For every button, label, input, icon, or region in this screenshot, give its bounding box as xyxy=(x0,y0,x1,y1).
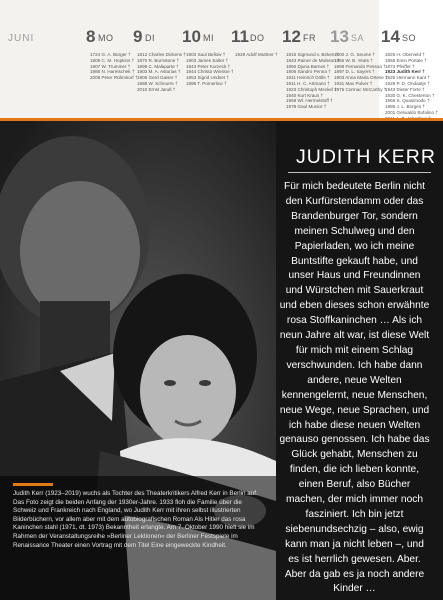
day-name: SA xyxy=(351,33,365,43)
birth-entry: 1800 J. G. Seume † xyxy=(334,52,375,57)
title-divider xyxy=(288,172,431,173)
birth-entry: 2008 Peter Rühmkorf † xyxy=(90,75,138,81)
day-number: 12 xyxy=(282,27,301,46)
birth-entry: 2010 Ernst Jandl † xyxy=(137,86,176,92)
day-name: FR xyxy=(303,33,316,43)
birth-entry: 1897 D. L. Sayers † xyxy=(334,69,375,75)
birth-entry: 1926 Hermann Kant † xyxy=(385,75,430,81)
birth-entry: 1855 Emin Portale † xyxy=(385,57,427,63)
birth-entry: 1903 M. A. Asturias † xyxy=(137,69,181,75)
birth-entry: 1850 Djuna Barnes † xyxy=(286,63,330,69)
birth-entry: 1888 Fernando Pessoa † xyxy=(334,63,386,69)
birth-entry: 1812 Charles Dickens † xyxy=(137,52,186,57)
birth-list xyxy=(385,52,443,122)
day-name: MI xyxy=(203,33,214,43)
day-number: 11 xyxy=(231,27,249,46)
birth-list xyxy=(334,52,392,93)
birth-entry: 2001 Gesualdo Bufalino † xyxy=(385,109,438,115)
day-number: 14 xyxy=(381,27,400,46)
day-number: 9 xyxy=(133,27,143,46)
birth-entry: 1985 N. Haretschek † xyxy=(90,69,135,75)
birth-entry: 1986 J. L. Borges † xyxy=(385,104,425,110)
photo-caption: Judith Kerr (1923–2019) wuchs als Tochter des Theaterkritikers Alfred Kerr in Berlin auf. Das Foto zeigt die beiden Anfang der 1930er-Jahre. 1933 floh die Familie über die Schweiz und Frankreich nach England, wo Judith Kerr mit ihren selbst illustrierten Bilderbüchern, vor allem aber mit dem autobiografischen Roman Als Hitler das rosa Kaninchen stahl (1971, dt. 1973) Bekanntheit erlangte. Am 7. Oktober 1990 hielt sie im Rahmen der Veranstaltungsreihe »Berliner Lektionen« der Berliner Festspiele im Renaissance Theater einen Vortrag mit dem Titel Eine eingeweckte Kindheit. xyxy=(13,490,258,549)
birth-entry: 1903 Saul Bellow † xyxy=(186,52,226,57)
birth-entry: 1943 Dieter Forte † xyxy=(385,86,425,92)
birth-entry: 1906 Sandro Penna † xyxy=(286,69,331,75)
birth-entry: 1968 S. Quasimodo † xyxy=(385,98,430,104)
birth-entry: 1911 Heinrich Dölle † xyxy=(286,75,330,81)
birth-entry: 1930 G. K. Chesterton † xyxy=(385,92,435,98)
birth-entry: 1874 Pfeiffer † xyxy=(385,63,415,69)
birth-entry: 1988 W. Schnurre † xyxy=(137,80,178,86)
day-name: MO xyxy=(98,33,114,43)
birth-entry: 1929 Adolf Muttner † xyxy=(235,52,278,57)
birth-list xyxy=(235,52,293,58)
birth-entry: 1931 Max Pulver † xyxy=(334,80,373,86)
birth-entry: 1940 Kurt Kraus † xyxy=(286,92,324,98)
birth-entry: 1996 T. Pomerlow † xyxy=(186,80,227,86)
day-number: 8 xyxy=(86,27,96,46)
birth-entry: 1978 Gaul Munior † xyxy=(286,104,327,110)
birth-entry: 1865 W. B. Yeats † xyxy=(334,57,373,63)
birth-entry: 1843 Rainer de Moisson † xyxy=(286,57,340,63)
birth-entry: 1903 James Salter † xyxy=(186,57,229,63)
month-label: JUNI xyxy=(8,33,35,44)
birth-entry: 1929 P. D. Ondaatje † xyxy=(385,80,430,86)
caption-accent xyxy=(13,483,53,486)
quote-text: Für mich bedeutete Berlin nicht den Kurfürstendamm oder das Brandenburger Tor, sondern meinen Schulweg und den Papierladen, wo ich meine Buntstifte gekauft habe, und unser Haus und Freundinnen und Würstchen mit Sauerkraut und eben dieses schon erwähnte rosa Stoffkaninchen … Als ich neun Jahre alt war, ist diese Welt für mich mit einem Schlag verschwunden. Ich habe dann andere, neue Welten kennengelernt, neue Menschen, neue Wege, neue Sprachen, und ich habe diese neuen Welten genauso genossen. Ich habe das Glück gehabt, Menschen zu finden, die ich lieben konnte, einen Beruf, also Bücher machen, der mich immer noch fasziniert. Ich bin jetzt siebenundsechzig – also, ewig kann man ja nicht leben –, und es ist herrlich gewesen. Aber. Aber da gab es ja noch andere Kinder … xyxy=(279,181,430,595)
birth-entry: 1907 W. Trummer † xyxy=(90,63,131,69)
birth-entry: 1969 Wl. Hermelstoff † xyxy=(286,98,333,104)
day-name: SO xyxy=(402,33,417,43)
birth-entry: 1809 C. M. Hopkins † xyxy=(90,57,135,63)
day-number: 10 xyxy=(182,27,201,46)
birth-entry: 1923 Christoph Meckel † xyxy=(286,86,337,92)
article-title: JUDITH KERR xyxy=(296,146,436,168)
birth-entry: 1975 Cormac McCarthy † xyxy=(334,86,387,92)
birth-entry: 1903 Anna Maria Ortese † xyxy=(334,75,388,81)
birth-entry: 1870 R. Burnstone † xyxy=(137,57,180,63)
birth-entry: 1724 G. A. Bürger † xyxy=(90,52,131,57)
birth-entry: 1953 Sigrid Undset † xyxy=(186,75,229,81)
birth-entry: 1944 Christa Winsloe † xyxy=(186,69,234,75)
day-number: 13 xyxy=(330,27,349,46)
birth-entry-highlighted: 1923 Judith Kerr † xyxy=(385,69,425,75)
birth-entry: 1816 Sigmund v. Birken † xyxy=(286,52,339,57)
birth-entry: 1911 H. C. Artmann † xyxy=(286,80,330,86)
birth-entry: 1826 H. Oberveld † xyxy=(385,52,425,57)
day-name: DO xyxy=(250,33,265,43)
birth-entry: 1905 Gerd Gaiser † xyxy=(137,75,178,81)
birth-entry: 1943 Peter Kurzeck † xyxy=(186,63,231,69)
calendar-strip xyxy=(0,0,443,118)
birth-entry: 1898 C. Malaparte † xyxy=(137,63,179,69)
day-name: DI xyxy=(145,33,155,43)
